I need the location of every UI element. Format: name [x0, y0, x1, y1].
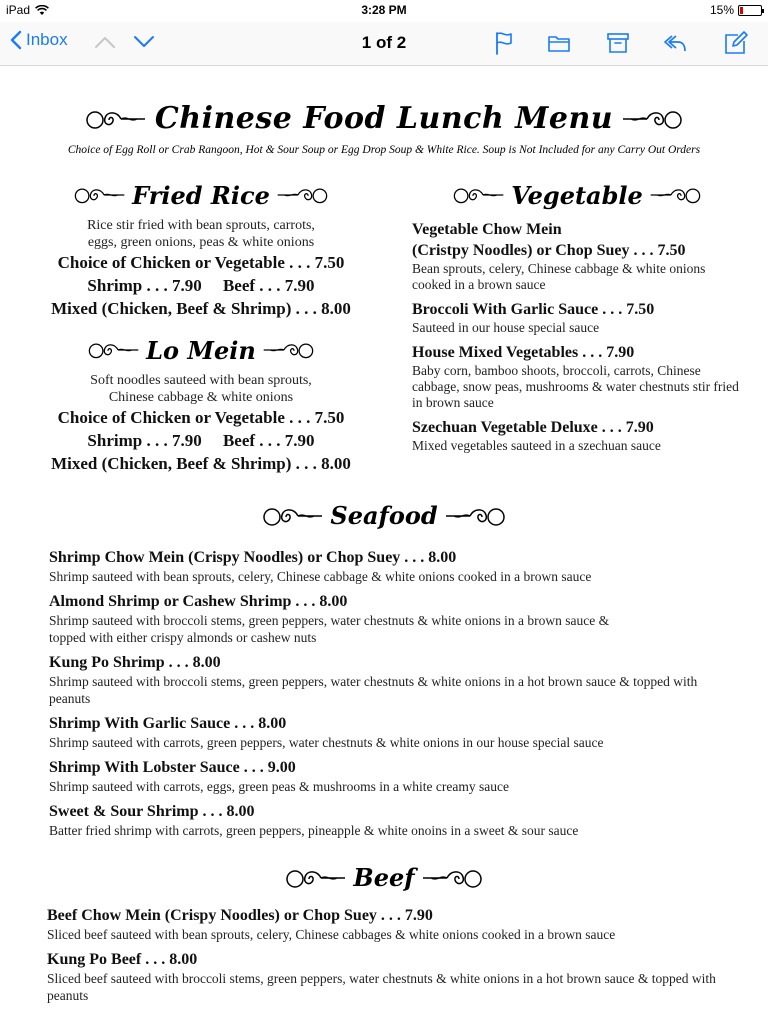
seafood-item-description: Shrimp sauteed with bean sprouts, celery, Chinese cabbage & white onions cooked in a brown sauce — [49, 569, 592, 584]
seafood-item-title: Almond Shrimp or Cashew Shrimp . . . 8.00 — [49, 593, 348, 610]
battery-icon — [738, 5, 762, 16]
seafood-item-description: Shrimp sauteed with broccoli stems, green peppers, water chestnuts & white onions in a brown sauce & topped with either crispy almonds or cashew nuts — [49, 613, 610, 645]
section-heading-lo-mein — [40, 332, 362, 368]
status-time: 3:28 PM — [361, 3, 407, 17]
vegetable-item-description: Bean sprouts, celery, Chinese cabbage & white onions cooked in a brown sauce — [412, 261, 706, 292]
fried-rice-heading: Fried Rice — [132, 180, 270, 210]
section-heading-beef — [0, 863, 768, 892]
vegetable-item — [412, 342, 742, 411]
attachment-page-indicator: 1 of 2 — [361, 33, 407, 52]
beef-item — [47, 905, 727, 943]
fried-rice-shrimp-beef — [40, 274, 362, 297]
fried-rice-beef: Beef . . . 7.90 — [222, 276, 315, 295]
ornament-swirl-right-icon — [444, 503, 508, 529]
menu-document[interactable] — [0, 67, 768, 1024]
beef-heading: Beef — [353, 863, 415, 892]
fried-rice-chicken-or-vegetable: Choice of Chicken or Vegetable . . . 7.50 — [57, 253, 345, 272]
seafood-heading: Seafood — [330, 501, 438, 530]
seafood-item — [49, 713, 729, 751]
reply-icon[interactable] — [662, 30, 688, 56]
back-to-inbox-button[interactable] — [10, 30, 68, 50]
ornament-swirl-right-icon — [621, 106, 685, 132]
beef-item-title: Kung Po Beef . . . 8.00 — [47, 951, 198, 968]
section-heading-fried-rice — [40, 177, 362, 213]
seafood-item-description: Shrimp sauteed with carrots, green peppers, water chestnuts & white onions in our house special sauce — [49, 735, 604, 750]
seafood-item-title: Shrimp With Garlic Sauce . . . 8.00 — [49, 715, 287, 732]
ornament-swirl-left-icon — [451, 184, 505, 206]
seafood-item — [49, 652, 729, 707]
ornament-swirl-right-icon — [649, 184, 703, 206]
beef-item — [47, 949, 727, 1004]
mail-nav-bar — [0, 22, 768, 66]
vegetable-item — [412, 299, 742, 336]
section-heading-vegetable — [412, 177, 742, 213]
lo-mein-mixed: Mixed (Chicken, Beef & Shrimp) . . . 8.00 — [51, 454, 351, 473]
device-label: iPad — [6, 3, 31, 17]
lo-mein-shrimp: Shrimp . . . 7.90 — [87, 431, 202, 450]
vegetable-item-title: Broccoli With Garlic Sauce . . . 7.50 — [412, 301, 655, 318]
ornament-swirl-left-icon — [260, 503, 324, 529]
battery-percent: 15% — [709, 3, 734, 17]
compose-icon[interactable] — [723, 30, 749, 56]
vegetable-item-title: Szechuan Vegetable Deluxe . . . 7.90 — [412, 419, 654, 436]
folder-icon[interactable] — [546, 30, 572, 56]
vegetable-item — [412, 219, 742, 293]
seafood-item — [49, 801, 729, 839]
chevron-left-icon — [10, 30, 22, 50]
vegetable-item-description: Mixed vegetables sauteed in a szechuan sauce — [412, 438, 661, 453]
lo-mein-shrimp-beef — [40, 429, 362, 452]
ornament-swirl-left-icon — [83, 106, 147, 132]
menu-title: Chinese Food Lunch Menu — [154, 101, 614, 136]
seafood-list — [49, 547, 729, 845]
seafood-item — [49, 547, 729, 585]
lo-mein-description-line-1: Soft noodles sauteed with bean sprouts, — [90, 373, 312, 388]
ornament-swirl-right-icon — [262, 339, 316, 361]
ornament-swirl-left-icon — [283, 865, 347, 891]
seafood-item-description: Batter fried shrimp with carrots, green peppers, pineapple & white onoins in a sweet & sour sauce — [49, 823, 579, 838]
seafood-item-title: Kung Po Shrimp . . . 8.00 — [49, 654, 221, 671]
flag-icon[interactable] — [491, 30, 517, 56]
left-column — [40, 177, 362, 475]
menu-title-row — [0, 101, 768, 136]
beef-list — [47, 905, 727, 1010]
next-message-button[interactable] — [133, 32, 155, 52]
ornament-swirl-right-icon — [421, 865, 485, 891]
seafood-item-description: Shrimp sauteed with broccoli stems, green peppers, water chestnuts & white onions in a hot brown sauce & topped with peanuts — [49, 674, 698, 706]
menu-subtitle: Choice of Egg Roll or Crab Rangoon, Hot & Sour Soup or Egg Drop Soup & White Rice. Soup is Not Included for any Carry Out Orders — [67, 144, 701, 156]
fried-rice-shrimp: Shrimp . . . 7.90 — [87, 276, 202, 295]
fried-rice-description-line-2: eggs, green onions, peas & white onions — [87, 235, 315, 250]
vegetable-item-title-line-2: (Cristpy Noodles) or Chop Suey . . . 7.50 — [412, 242, 686, 259]
battery-fill — [740, 7, 743, 14]
back-label: Inbox — [26, 30, 68, 49]
status-bar — [0, 0, 768, 22]
vegetable-item-title: Vegetable Chow Mein — [412, 221, 562, 238]
vegetable-item-title: House Mixed Vegetables . . . 7.90 — [412, 344, 635, 361]
previous-message-button[interactable] — [94, 32, 116, 52]
beef-item-description: Sliced beef sauteed with bean sprouts, celery, Chinese cabbages & white onions cooked in a brown sauce — [47, 927, 616, 942]
seafood-item — [49, 591, 729, 646]
beef-item-title: Beef Chow Mein (Crispy Noodles) or Chop Suey . . . 7.90 — [47, 907, 433, 924]
fried-rice-mixed: Mixed (Chicken, Beef & Shrimp) . . . 8.00 — [51, 299, 351, 318]
ornament-swirl-left-icon — [86, 339, 140, 361]
beef-item-description: Sliced beef sauteed with broccoli stems, green peppers, water chestnuts & white onions in a hot brown sauce & topped with peanuts — [47, 971, 716, 1003]
vegetable-heading: Vegetable — [511, 180, 643, 210]
lo-mein-chicken-or-vegetable: Choice of Chicken or Vegetable . . . 7.50 — [57, 408, 345, 427]
vegetable-item — [412, 417, 742, 454]
seafood-item — [49, 757, 729, 795]
right-column — [412, 177, 742, 460]
seafood-item-description: Shrimp sauteed with carrots, eggs, green peas & mushrooms in a white creamy sauce — [49, 779, 509, 794]
vegetable-item-description: Baby corn, bamboo shoots, broccoli, carrots, Chinese cabbage, snow peas, mushrooms & water chestnuts stir fried in brown sauce — [412, 363, 739, 410]
lo-mein-description-line-2: Chinese cabbage & white onions — [108, 390, 294, 405]
fried-rice-description-line-1: Rice stir fried with bean sprouts, carrots, — [87, 218, 315, 233]
ornament-swirl-right-icon — [276, 184, 330, 206]
seafood-item-title: Shrimp Chow Mein (Crispy Noodles) or Chop Suey . . . 8.00 — [49, 549, 457, 566]
archive-icon[interactable] — [605, 30, 631, 56]
ornament-swirl-left-icon — [72, 184, 126, 206]
seafood-item-title: Shrimp With Lobster Sauce . . . 9.00 — [49, 759, 296, 776]
lo-mein-beef: Beef . . . 7.90 — [222, 431, 315, 450]
lo-mein-heading: Lo Mein — [146, 335, 256, 365]
seafood-item-title: Sweet & Sour Shrimp . . . 8.00 — [49, 803, 255, 820]
vegetable-item-description: Sauteed in our house special sauce — [412, 320, 600, 335]
section-heading-seafood — [0, 501, 768, 530]
